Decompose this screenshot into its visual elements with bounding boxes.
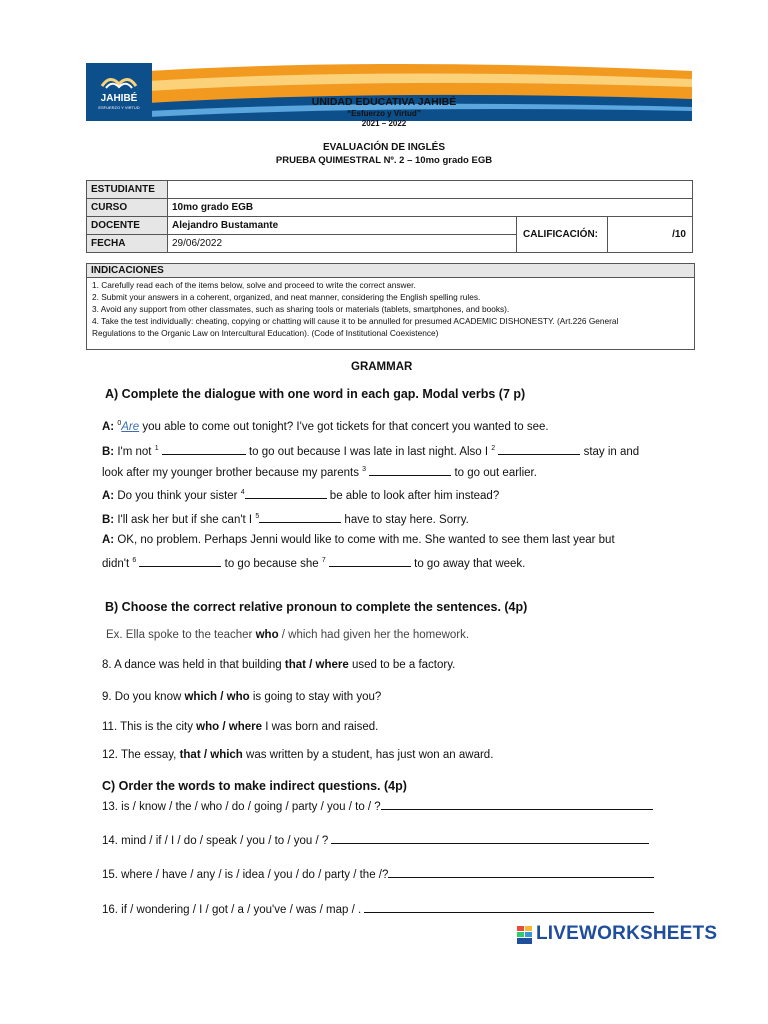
- exam-title: EVALUACIÓN DE INGLÉS: [322, 142, 446, 153]
- teacher-label: DOCENTE: [87, 217, 168, 235]
- dialogue-line-7: didn't $^6$ to go because she $^7$ to go away that week.: [102, 554, 525, 571]
- answer-16-input[interactable]: [364, 901, 654, 913]
- question-16: 16. if / wondering / I / got / a / you've / was / map / .: [102, 901, 654, 917]
- section-a-title: A) Complete the dialogue with one word in each gap. Modal verbs (7 p): [105, 387, 526, 401]
- gap-3-input[interactable]: [369, 464, 451, 476]
- student-label: ESTUDIANTE: [87, 181, 168, 199]
- question-11[interactable]: 11. This is the city who / where I was born and raised.: [102, 721, 379, 733]
- indication-item: Regulations to the Organic Law on Intercultural Education). (Code of Institutional Coexistence): [92, 328, 439, 338]
- gap-1-input[interactable]: [162, 443, 246, 455]
- question-12[interactable]: 12. The essay, that / which was written by a student, has just won an award.: [102, 749, 494, 761]
- student-field[interactable]: [168, 181, 693, 199]
- gap-2-input[interactable]: [498, 443, 580, 455]
- gap-7-input[interactable]: [329, 555, 411, 567]
- indication-item: 3. Avoid any support from other classmates, such as sharing tools or materials (tablets, smartphones, and books).: [92, 304, 510, 314]
- dialogue-line-5: B: I'll ask her but if she can't I $^5$ have to stay here. Sorry.: [102, 510, 469, 527]
- course-value: 10mo grado EGB: [168, 199, 693, 217]
- choice-options[interactable]: who / where: [196, 721, 262, 733]
- choice-options[interactable]: which / who: [184, 691, 250, 703]
- grade-value: /10: [608, 217, 693, 253]
- grade-label: CALIFICACIÓN:: [517, 217, 608, 253]
- dialogue-line-3: look after my younger brother because my parents $^3$ to go out earlier.: [102, 463, 537, 480]
- choice-options[interactable]: that / where: [284, 659, 349, 671]
- gap-4-input[interactable]: [245, 487, 327, 499]
- question-14: 14. mind / if / I / do / speak / you / to / you / ?: [102, 832, 649, 848]
- section-b-title: B) Choose the correct relative pronoun to complete the sentences. (4p): [105, 600, 528, 614]
- choice-options[interactable]: that / which: [179, 749, 243, 761]
- indication-item: 4. Take the test individually: cheating, copying or chatting will cause it to be annulled for presumed ACADEMIC DISHONESTY. (Art.226 General: [92, 316, 619, 326]
- question-15: 15. where / have / any / is / idea / you / do / party / the /?: [102, 866, 654, 882]
- question-13: 13. is / know / the / who / do / going / party / you / to / ?: [102, 798, 653, 814]
- dialogue-line-1: A: $^0$Are you able to come out tonight? I've got tickets for that concert you wanted to see.: [102, 420, 549, 433]
- course-label: CURSO: [87, 199, 168, 217]
- answer-14-input[interactable]: [331, 832, 649, 844]
- question-8[interactable]: 8. A dance was held in that building that / where used to be a factory.: [102, 659, 456, 671]
- section-c-title: C) Order the words to make indirect questions. (4p): [102, 779, 407, 793]
- indication-item: 1. Carefully read each of the items below, solve and proceed to write the correct answer.: [92, 280, 416, 290]
- indications-box: [86, 263, 695, 350]
- answer-15-input[interactable]: [388, 866, 654, 878]
- indications-title: INDICACIONES: [87, 264, 694, 278]
- school-motto: “Esfuerzo y Virtud”: [347, 109, 421, 118]
- school-name: UNIDAD EDUCATIVA JAHIBÉ: [311, 96, 457, 108]
- logo-subtitle: ESFUERZO Y VIRTUD: [98, 105, 140, 110]
- student-info-table: [86, 180, 693, 253]
- liveworksheets-brand: LIVEWORKSHEETS: [536, 923, 718, 944]
- dialogue-line-6: A: OK, no problem. Perhaps Jenni would like to come with me. She wanted to see them last year but: [102, 534, 615, 546]
- dialogue-line-2: B: I'm not $^1$ to go out because I was late in last night. Also I $^2$ stay in and: [102, 442, 639, 459]
- answer-13-input[interactable]: [381, 798, 653, 810]
- grammar-heading: GRAMMAR: [351, 361, 413, 373]
- logo-name: JAHIBÉ: [100, 93, 138, 104]
- dialogue-line-4: A: Do you think your sister $^4$ be able to look after him instead?: [102, 486, 499, 503]
- school-years: 2021 – 2022: [361, 119, 407, 128]
- indication-item: 2. Submit your answers in a coherent, organized, and neat manner, considering the English spelling rules.: [92, 292, 481, 302]
- date-value: 29/06/2022: [168, 235, 517, 253]
- question-9[interactable]: 9. Do you know which / who is going to stay with you?: [102, 691, 382, 703]
- gap-5-input[interactable]: [259, 511, 341, 523]
- exam-subtitle: PRUEBA QUIMESTRAL Nº. 2 – 10mo grado EGB: [275, 155, 493, 166]
- example-answer: Are: [121, 420, 140, 433]
- teacher-value: Alejandro Bustamante: [168, 217, 517, 235]
- liveworksheets-logo-icon: [517, 925, 533, 945]
- section-b-example: Ex. Ella spoke to the teacher who / which had given her the homework.: [106, 629, 470, 641]
- gap-6-input[interactable]: [139, 555, 221, 567]
- book-logo-icon: [100, 70, 138, 90]
- date-label: FECHA: [87, 235, 168, 253]
